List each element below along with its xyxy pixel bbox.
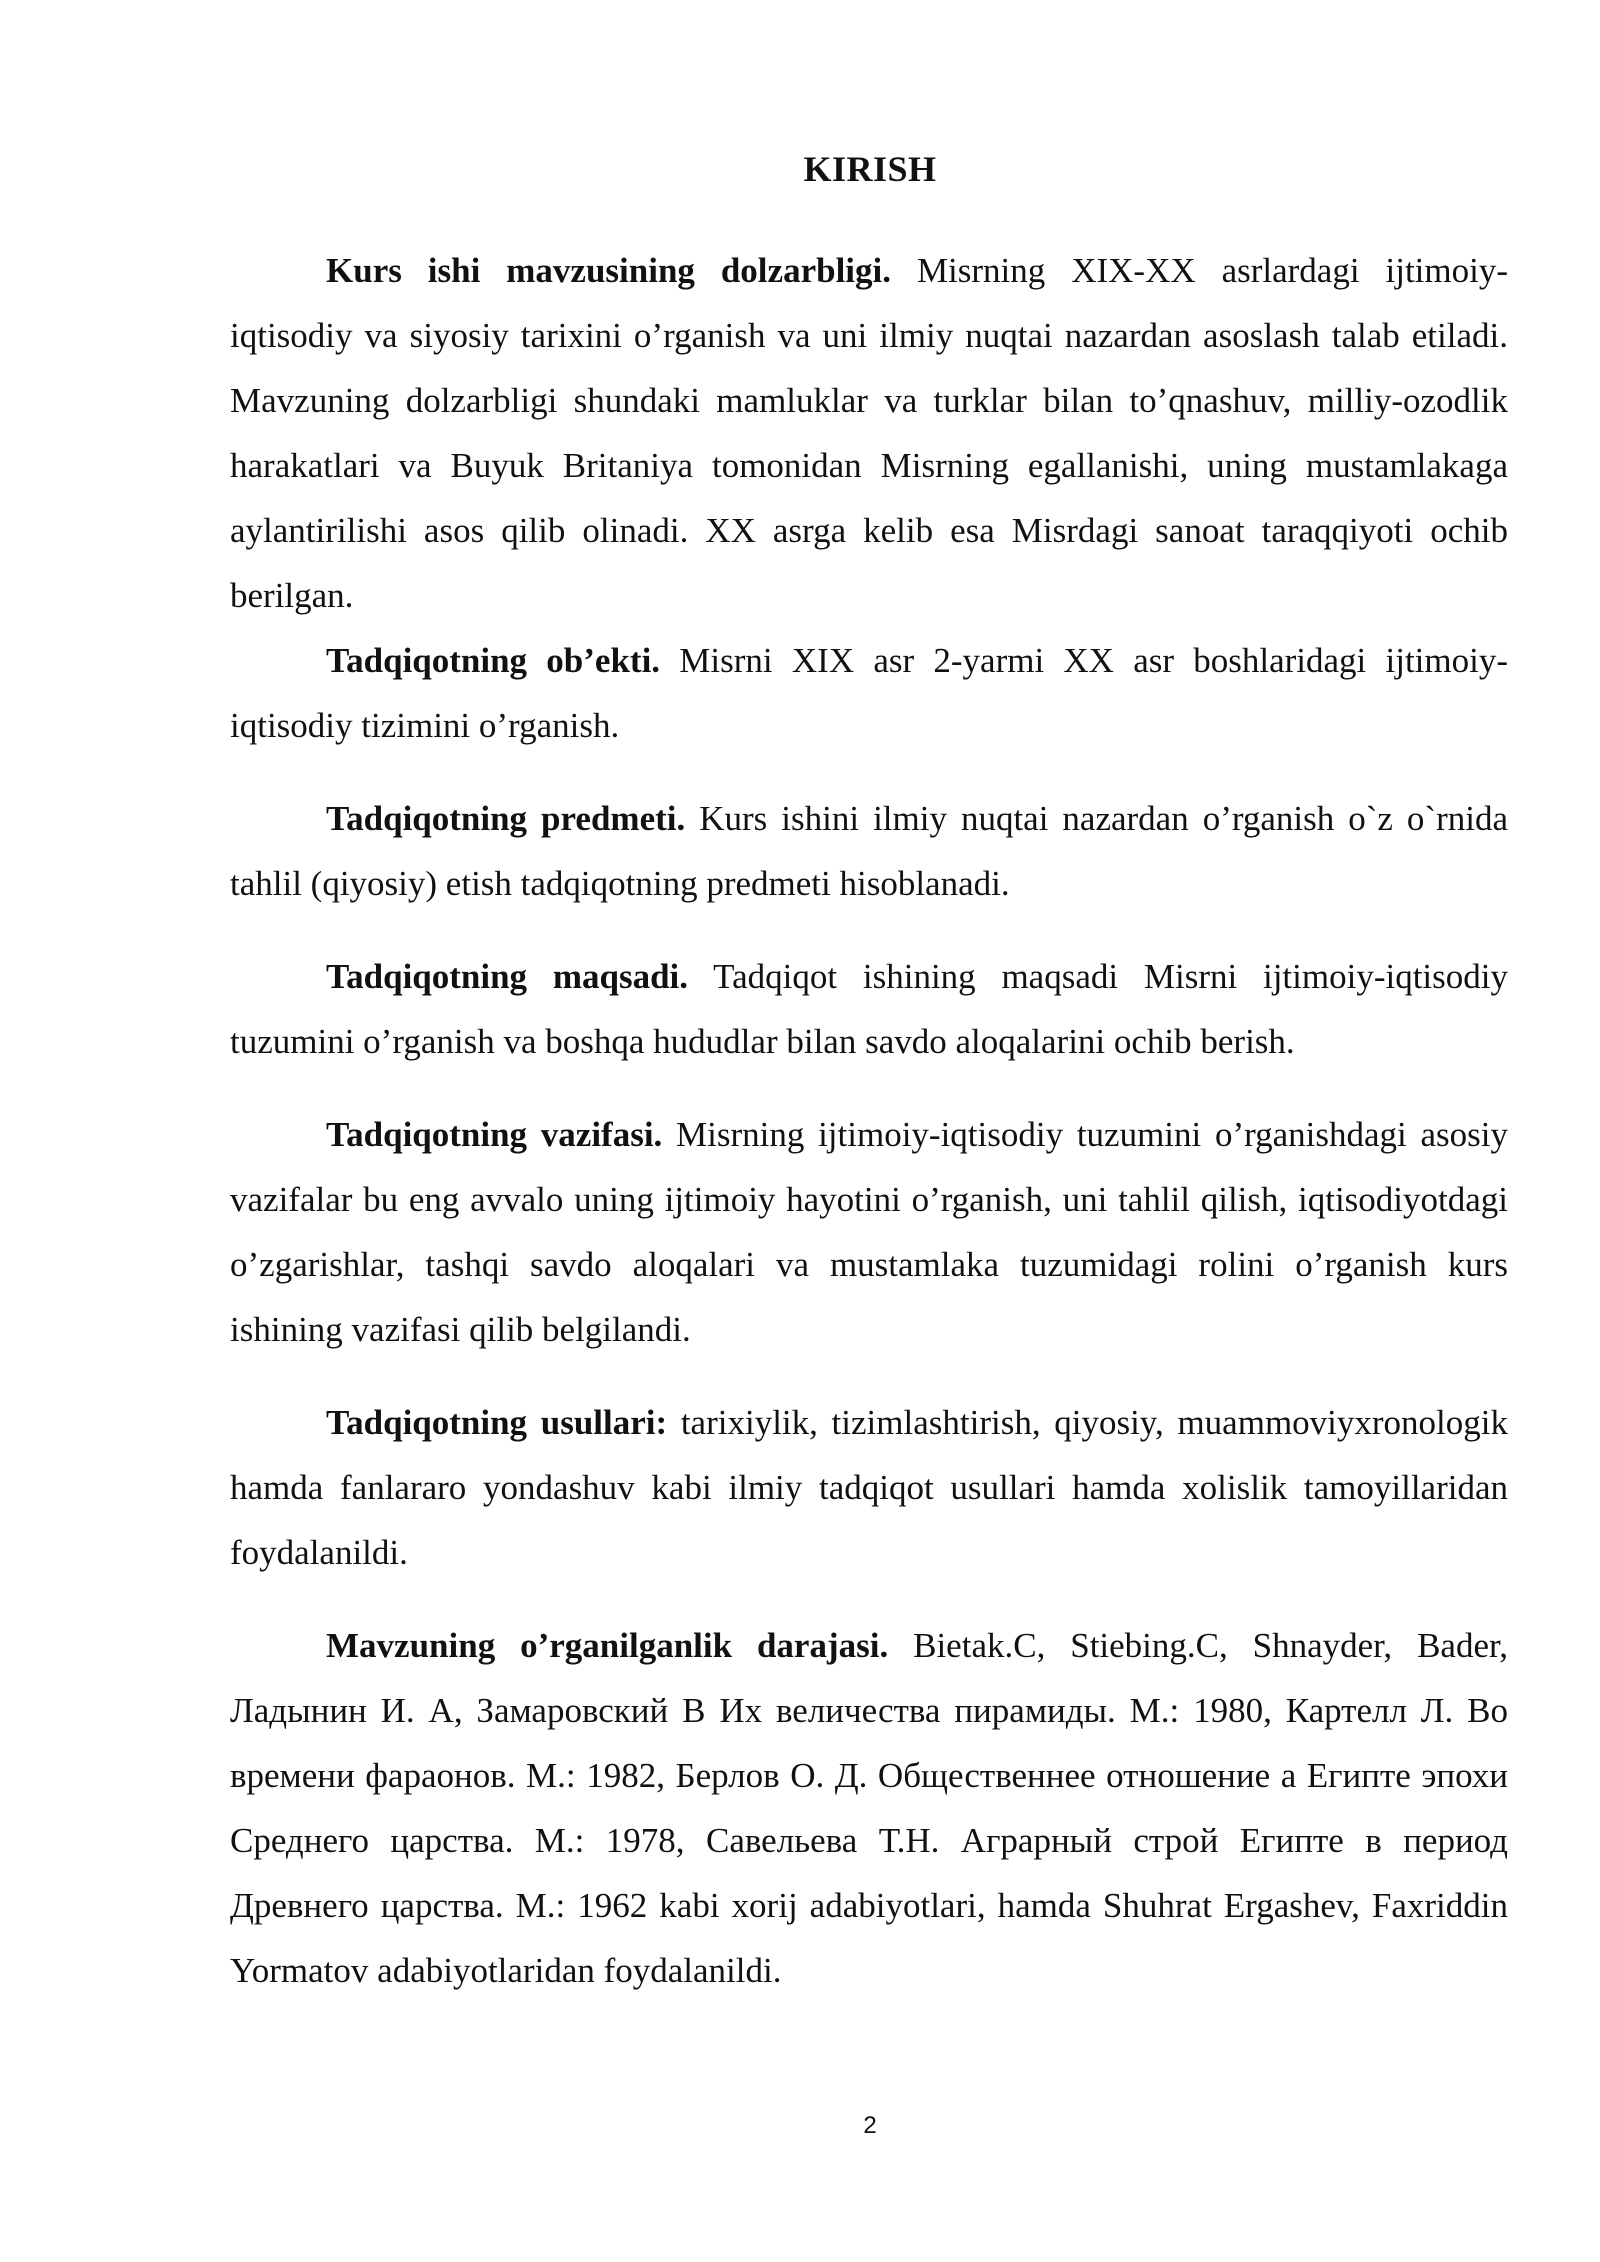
paragraph-literature — [230, 1613, 1508, 2003]
paragraph-tasks — [230, 1102, 1508, 1362]
paragraph-text: Misrni XIX asr 2-yarmi XX asr boshlaridagi ijtimoiy-iqtisodiy tizimini o’rganish. — [230, 641, 1509, 745]
paragraph-text: Misrning XIX-XX asrlardagi ijtimoiy-iqtisodiy va siyosiy tarixini o’rganish va uni ilmiy nuqtai nazardan asoslash talab etiladi. Mavzuning dolzarbligi shundaki mamluklar va turklar bilan to’qnashuv, milliy-ozodlik harakatlari va Buyuk Britaniya tomonidan Misrning egallanishi, uning mustamlakaga aylantirilishi asos qilib olinadi. XX asrga kelib esa Misrdagi sanoat taraqqiyoti ochib berilgan. — [230, 251, 1508, 615]
paragraph-heading: Tadqiqotning predmeti. — [326, 799, 686, 838]
body-text — [230, 238, 1508, 2003]
paragraph-subject — [230, 786, 1508, 916]
page-title: KIRISH — [803, 149, 937, 189]
paragraph-heading: Tadqiqotning vazifasi. — [326, 1115, 663, 1154]
paragraph-heading: Tadqiqotning ob’ekti. — [326, 641, 661, 680]
paragraph-text: Misrning ijtimoiy-iqtisodiy tuzumini o’rganishdagi asosiy vazifalar bu eng avvalo uning ijtimoiy hayotini o’rganish, uni tahlil qilish, iqtisodiyotdagi o’zgarishlar, tashqi savdo aloqalari va mustamlaka tuzumidagi rolini o’rganish kurs ishining vazifasi qilib belgilandi. — [230, 1115, 1508, 1349]
paragraph-relevance — [230, 238, 1508, 628]
paragraph-text: Bietak.C, Stiebing.C, Shnayder, Bader, Ладынин И. А, Замаровский В Их величества пирамиды. М.: 1980, Картелл Л. Во времени фараонов. М.: 1982, Берлов О. Д. Общественнее отношение а Египте эпохи Среднего царства. М.: 1978, Савельева Т.Н. Аграрный строй Египте в период Древнего царства. М.: 1962 kabi xorij adabiyotlari, hamda Shuhrat Ergashev, Faxriddin Yormatov adabiyotlaridan foydalanildi. — [230, 1626, 1508, 1990]
paragraph-goal — [230, 944, 1508, 1074]
paragraph-text: Kurs ishini ilmiy nuqtai nazardan o’rganish o`z o`rnida tahlil (qiyosiy) etish tadqiqotning predmeti hisoblanadi. — [230, 799, 1509, 903]
paragraph-text: tarixiylik, tizimlashtirish, qiyosiy, muammoviyxronologik hamda fanlararo yondashuv kabi ilmiy tadqiqot usullari hamda xolislik tamoyillaridan foydalanildi. — [230, 1403, 1508, 1572]
paragraph-text: Tadqiqot ishining maqsadi Misrni ijtimoiy-iqtisodiy tuzumini o’rganish va boshqa hududlar bilan savdo aloqalarini ochib berish. — [230, 957, 1508, 1061]
paragraph-heading: Tadqiqotning usullari: — [326, 1403, 668, 1442]
paragraph-methods — [230, 1390, 1508, 1585]
paragraph-object — [230, 628, 1508, 758]
page-number: 2 — [863, 2112, 877, 2139]
paragraph-heading: Tadqiqotning maqsadi. — [326, 957, 689, 996]
paragraph-heading: Kurs ishi mavzusining dolzarbligi. — [326, 251, 891, 290]
paragraph-heading: Mavzuning o’rganilganlik darajasi. — [326, 1626, 889, 1665]
